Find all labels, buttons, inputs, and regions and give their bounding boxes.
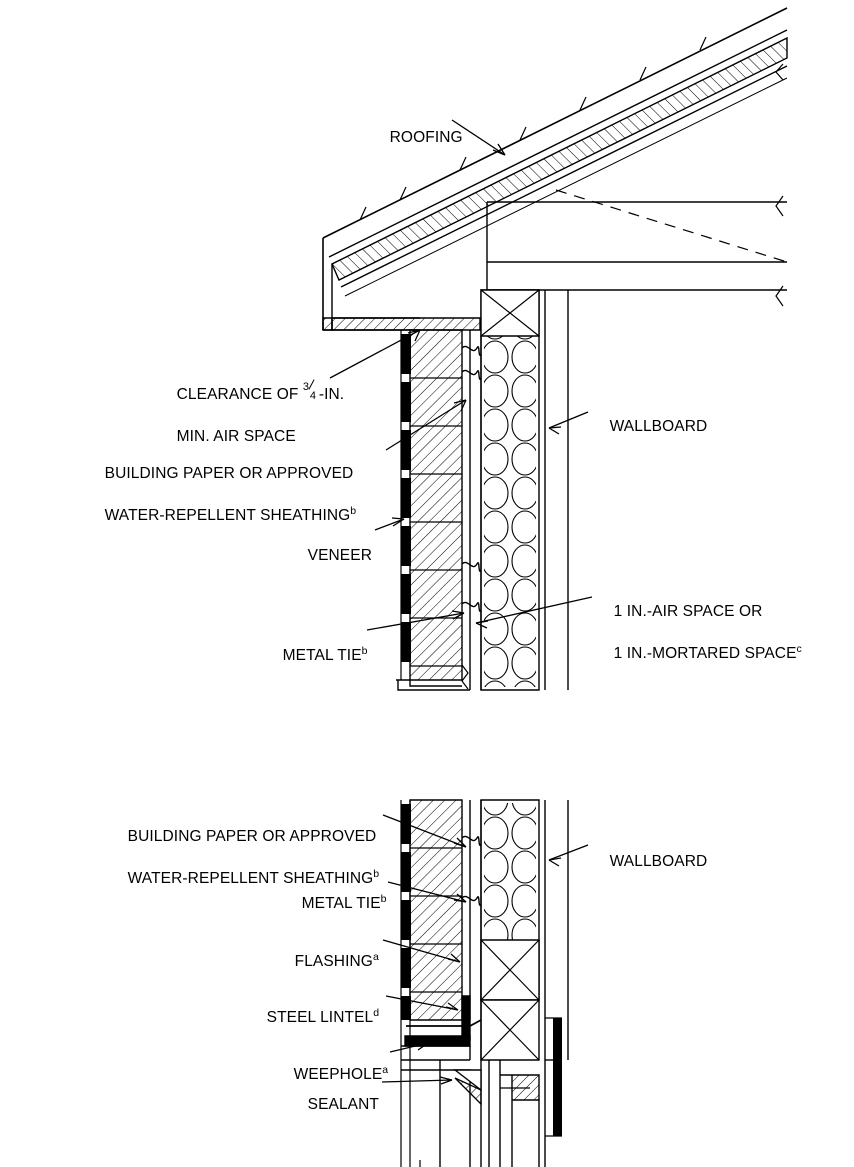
footnote-marker-b: b bbox=[373, 867, 380, 880]
label-metal-tie: METAL TIE$^b$ bbox=[282, 644, 368, 664]
label-sealant: SEALANT bbox=[307, 1096, 379, 1113]
label-flashing: FLASHING$^a$ bbox=[294, 950, 379, 970]
label-metal-tie-2: METAL TIE$^b$ bbox=[301, 892, 387, 912]
footnote-marker-b: b bbox=[380, 892, 387, 905]
label-veneer: VENEER bbox=[307, 547, 372, 564]
footnote-marker-b: b bbox=[350, 504, 357, 517]
label-steel-lintel: STEEL LINTEL$^d$ bbox=[266, 1006, 380, 1026]
label-wallboard: WALLBOARD bbox=[609, 418, 708, 435]
fraction-denominator: 4 bbox=[309, 390, 317, 402]
label-weephole: WEEPHOLE$^a$ bbox=[293, 1063, 389, 1083]
label-building-paper: BUILDING PAPER OR APPROVED WATER-REPELLENT SHEATHING$^b$ bbox=[104, 465, 357, 524]
footnote-marker-b: b bbox=[361, 644, 368, 657]
label-building-paper-2: BUILDING PAPER OR APPROVED WATER-REPELLENT SHEATHING$^b$ bbox=[127, 828, 380, 887]
footnote-marker-a: a bbox=[372, 950, 379, 963]
label-roofing: ROOFING bbox=[389, 129, 463, 146]
label-clearance-air-space: CLEARANCE OF 3 4 -IN. MIN. AIR SPACE bbox=[159, 362, 344, 468]
footnote-marker-c: c bbox=[796, 642, 802, 655]
footnote-marker-a: a bbox=[382, 1063, 389, 1076]
label-wallboard-2: WALLBOARD bbox=[609, 853, 708, 870]
fraction-numerator: 3 bbox=[302, 381, 310, 393]
footnote-marker-d: d bbox=[373, 1006, 380, 1019]
label-air-space: 1 IN.-AIR SPACE OR 1 IN.-MORTARED SPACE$^c$ bbox=[613, 603, 802, 662]
